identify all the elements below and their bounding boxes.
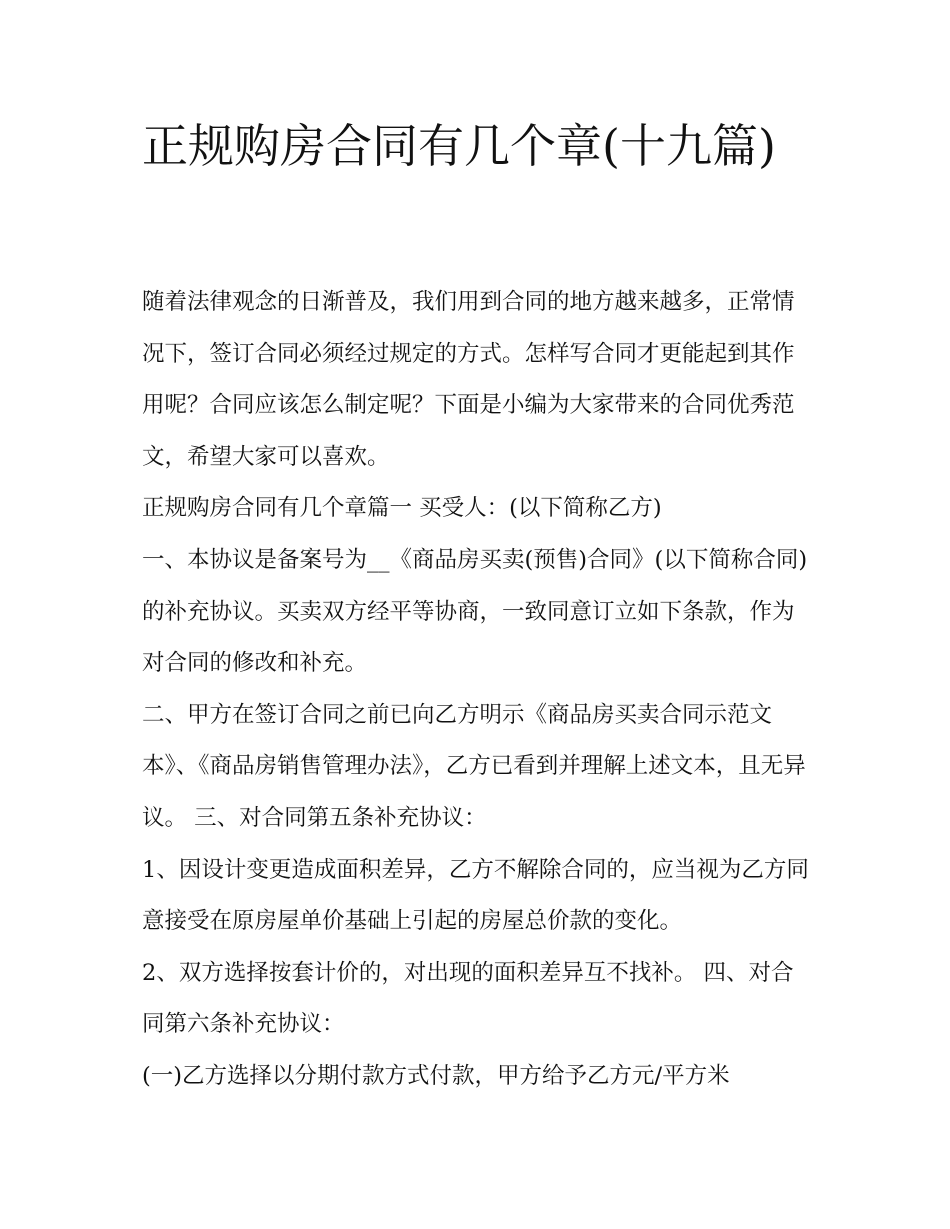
payment-paragraph: (一)乙方选择以分期付款方式付款，甲方给予乙方元/平方米 — [142, 1062, 730, 1089]
clause-two-paragraph: 二、甲方在签订合同之前已向乙方明示《商品房买卖合同示范文本》、《商品房销售管理办法》，乙方已看到并理解上述文本，且无异议。 三、对合同第五条补充协议： — [142, 701, 806, 831]
item-two-paragraph: 2、双方选择按套计价的，对出现的面积差异互不找补。 四、对合同第六条补充协议： — [142, 959, 794, 1038]
document-title: 正规购房合同有几个章(十九篇) — [142, 119, 776, 173]
clause-one-paragraph: 一、本协议是备案号为__《商品房买卖(预售)合同》(以下简称合同)的补充协议。买卖双方经平等协商，一致同意订立如下条款，作为对合同的修改和补充。 — [142, 546, 808, 677]
document-body — [142, 277, 814, 1103]
section-heading-paragraph: 正规购房合同有几个章篇一 买受人：(以下简称乙方) — [142, 495, 662, 522]
item-one-paragraph: 1、因设计变更造成面积差异，乙方不解除合同的，应当视为乙方同意接受在原房屋单价基础上引起的房屋总价款的变化。 — [142, 856, 809, 935]
intro-paragraph: 随着法律观念的日渐普及，我们用到合同的地方越来越多，正常情况下，签订合同必须经过规定的方式。怎样写合同才更能起到其作用呢？合同应该怎么制定呢？下面是小编为大家带来的合同优秀范文，希望大家可以喜欢。 — [142, 289, 795, 470]
